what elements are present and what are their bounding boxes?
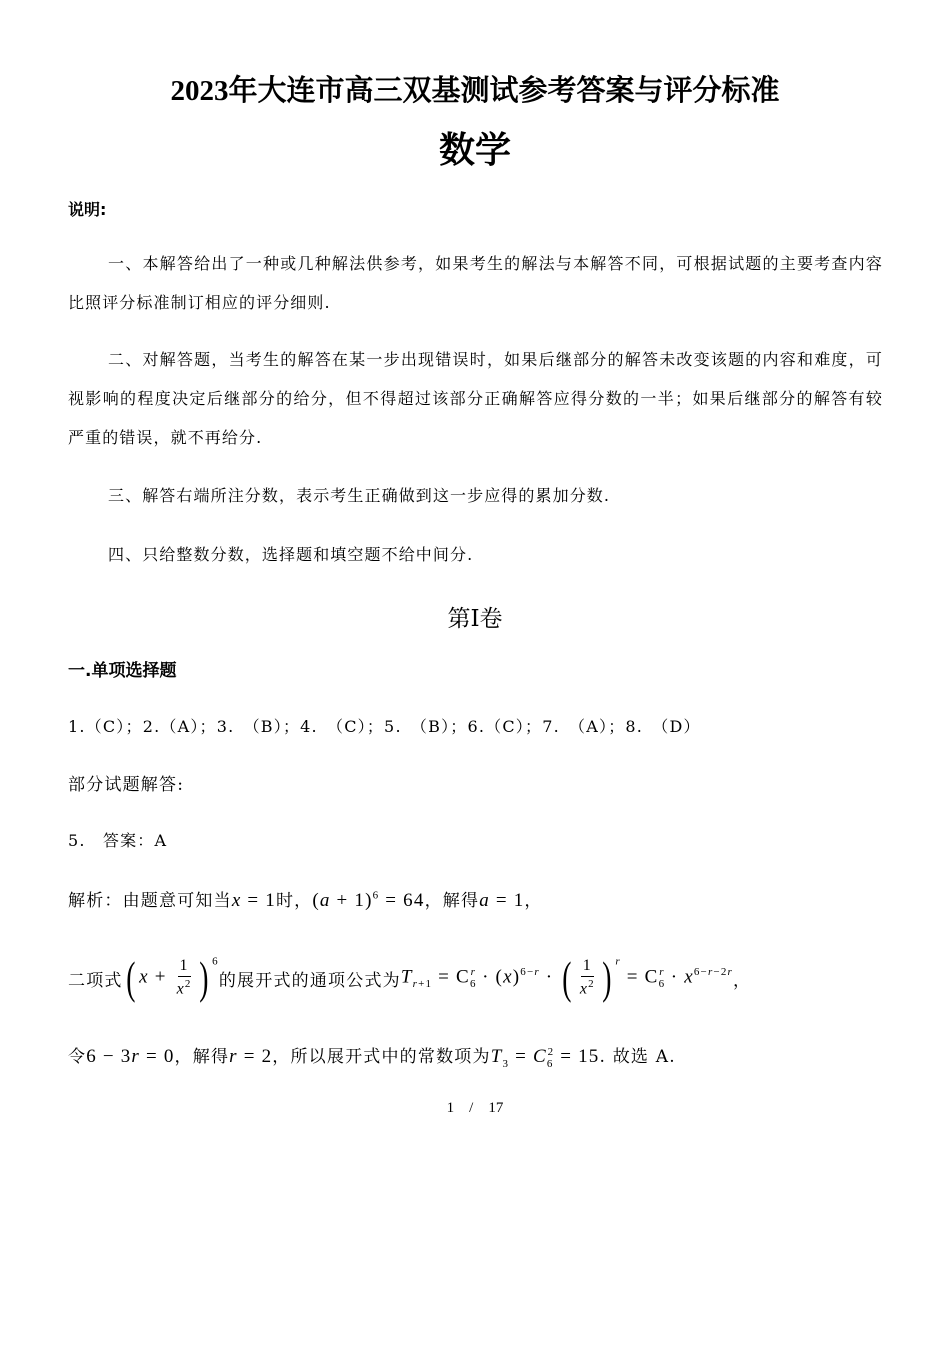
subject-title: 数学 bbox=[438, 130, 511, 171]
note-1: 一、本解答给出了一种或几种解法供参考，如果考生的解法与本解答不同，可根据试题的主要考查内容比照评分标准制订相应的评分细则. bbox=[68, 254, 883, 312]
math-expr: $(a + 1)^6 = 64$ bbox=[312, 889, 425, 911]
math-expr: x = 1 bbox=[231, 890, 276, 911]
solution-text: 的展开式的通项公式为 bbox=[218, 970, 401, 991]
math-expr: $T_3 = C_6^2 = 15$ bbox=[490, 1045, 600, 1070]
math-expr: a = 1 bbox=[479, 890, 525, 911]
solution-line-1 bbox=[68, 886, 543, 912]
math-expr: r = 2 bbox=[229, 1046, 273, 1067]
solution-text: ，解得 bbox=[424, 891, 480, 911]
math-expr: 6 − 3r = 0 bbox=[86, 1046, 175, 1067]
notes-label: 说明: bbox=[68, 200, 107, 219]
solution-text: ， bbox=[733, 970, 752, 991]
q5-answer: 5. 答案：A bbox=[68, 831, 168, 850]
note-3: 三、解答右端所注分数，表示考生正确做到这一步应得的累加分数. bbox=[108, 486, 611, 505]
answer-key: 1.（C）；2.（A）；3. （B）；4. （C）；5. （B）；6.（C）；7. （A）；8. （D） bbox=[68, 717, 701, 736]
partial-solutions-label: 部分试题解答: bbox=[68, 775, 185, 795]
solution-text: 解析：由题意可知当 bbox=[68, 891, 232, 911]
part1-heading: 一.单项选择题 bbox=[68, 661, 177, 681]
solution-text: ，解得 bbox=[174, 1047, 230, 1067]
solution-text: 二项式 bbox=[68, 970, 123, 991]
solution-text: . 故选 A. bbox=[599, 1047, 676, 1067]
solution-text: 令 bbox=[68, 1047, 87, 1067]
note-4: 四、只给整数分数，选择题和填空题不给中间分. bbox=[108, 545, 474, 564]
document-title: 2023年大连市高三双基测试参考答案与评分标准 bbox=[170, 75, 780, 107]
solution-line-3 bbox=[68, 1042, 676, 1070]
math-expr: ( x + $\frac{1}{x^2}$ ) $^6$ bbox=[125, 952, 219, 1003]
solution-line-2 bbox=[68, 950, 751, 1006]
note-2: 二、对解答题，当考生的解答在某一步出现错误时，如果后继部分的解答未改变该题的内容和难度，可视影响的程度决定后继部分的给分，但不得超过该部分正确解答应得分数的一半；如果后继部分的解答有较严重的错误，就不再给分. bbox=[68, 350, 883, 447]
math-expr: $T_{r+1} = C_6^r \cdot (x)^{6-r}$ · ( $\frac{1}{x^2}$ ) $^r = C_6^r \cdot x^{6-r-2r}$ bbox=[400, 952, 734, 1003]
solution-text: ，所以展开式中的常数项为 bbox=[272, 1047, 491, 1067]
solution-text: ， bbox=[524, 891, 543, 911]
section-title: 第Ⅰ卷 bbox=[447, 606, 503, 632]
page-number: 1 / 17 bbox=[446, 1100, 504, 1116]
solution-text: 时， bbox=[275, 891, 313, 911]
